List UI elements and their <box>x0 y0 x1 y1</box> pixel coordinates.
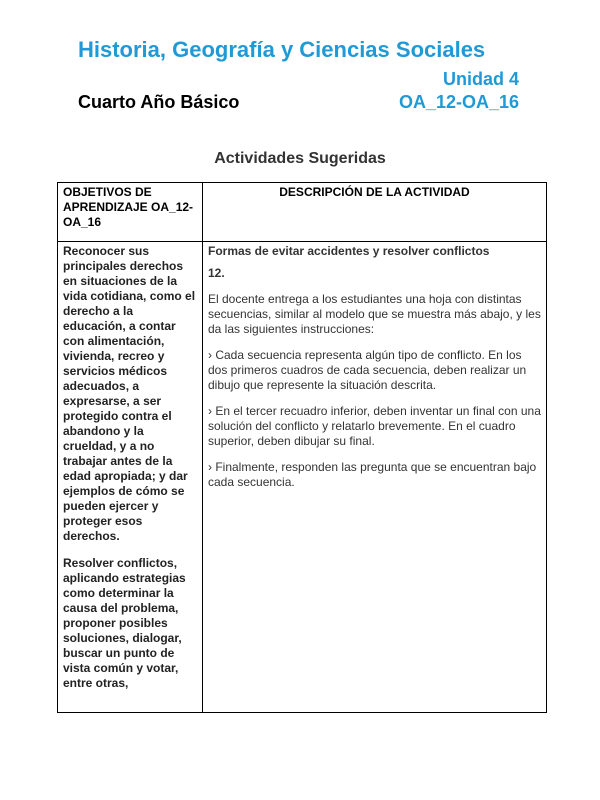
activity-instruction: › Cada secuencia representa algún tipo de conflicto. En los dos primeros cuadros de cada secuencia, deben realizar un dibujo que represente la situación descrita. <box>208 348 527 392</box>
description-cell <box>203 242 547 713</box>
activity-instruction: › Finalmente, responden las pregunta que se encuentran bajo cada secuencia. <box>208 460 537 489</box>
activity-instruction: › En el tercer recuadro inferior, deben inventar un final con una solución del conflicto y relatarlo brevemente. En el cuadro superior, deben dibujar su final. <box>208 404 541 448</box>
table-row <box>58 242 547 713</box>
section-title: Actividades Sugeridas <box>214 150 386 167</box>
unit-label: Unidad 4 <box>442 69 519 89</box>
objectives-cell <box>58 242 203 713</box>
table-header-row <box>58 183 547 242</box>
document-title: Historia, Geografía y Ciencias Sociales <box>78 37 486 62</box>
activities-table <box>57 182 547 713</box>
oa-range-label: OA_12-OA_16 <box>398 92 519 112</box>
objective-text: Reconocer sus principales derechos en situaciones de la vida cotidiana, como el derecho a la educación, a contar con alimentación, vivienda, recreo y servicios médicos adecuados, a expresarse, a ser protegido contra el abandono y la crueldad, y a no trabajar antes de la edad apropiada; y dar ejemplos de cómo se pueden ejercer y proteger esos derechos. <box>63 244 196 543</box>
activity-paragraph: El docente entrega a los estudiantes una hoja con distintas secuencias, similar al modelo que se muestra más abajo, y les da las siguientes instrucciones: <box>208 292 541 336</box>
grade-level: Cuarto Año Básico <box>78 92 240 112</box>
description-column-header: DESCRIPCIÓN DE LA ACTIVIDAD <box>203 183 547 242</box>
objective-text: Resolver conflictos, aplicando estrategias como determinar la causa del problema, proponer posibles soluciones, dialogar, buscar un punto de vista común y votar, entre otras, <box>63 556 186 690</box>
activity-number: 12. <box>208 266 225 280</box>
activity-title: Formas de evitar accidentes y resolver conflictos <box>208 244 490 258</box>
objectives-column-header: OBJETIVOS DE APRENDIZAJE OA_12-OA_16 <box>58 183 203 242</box>
